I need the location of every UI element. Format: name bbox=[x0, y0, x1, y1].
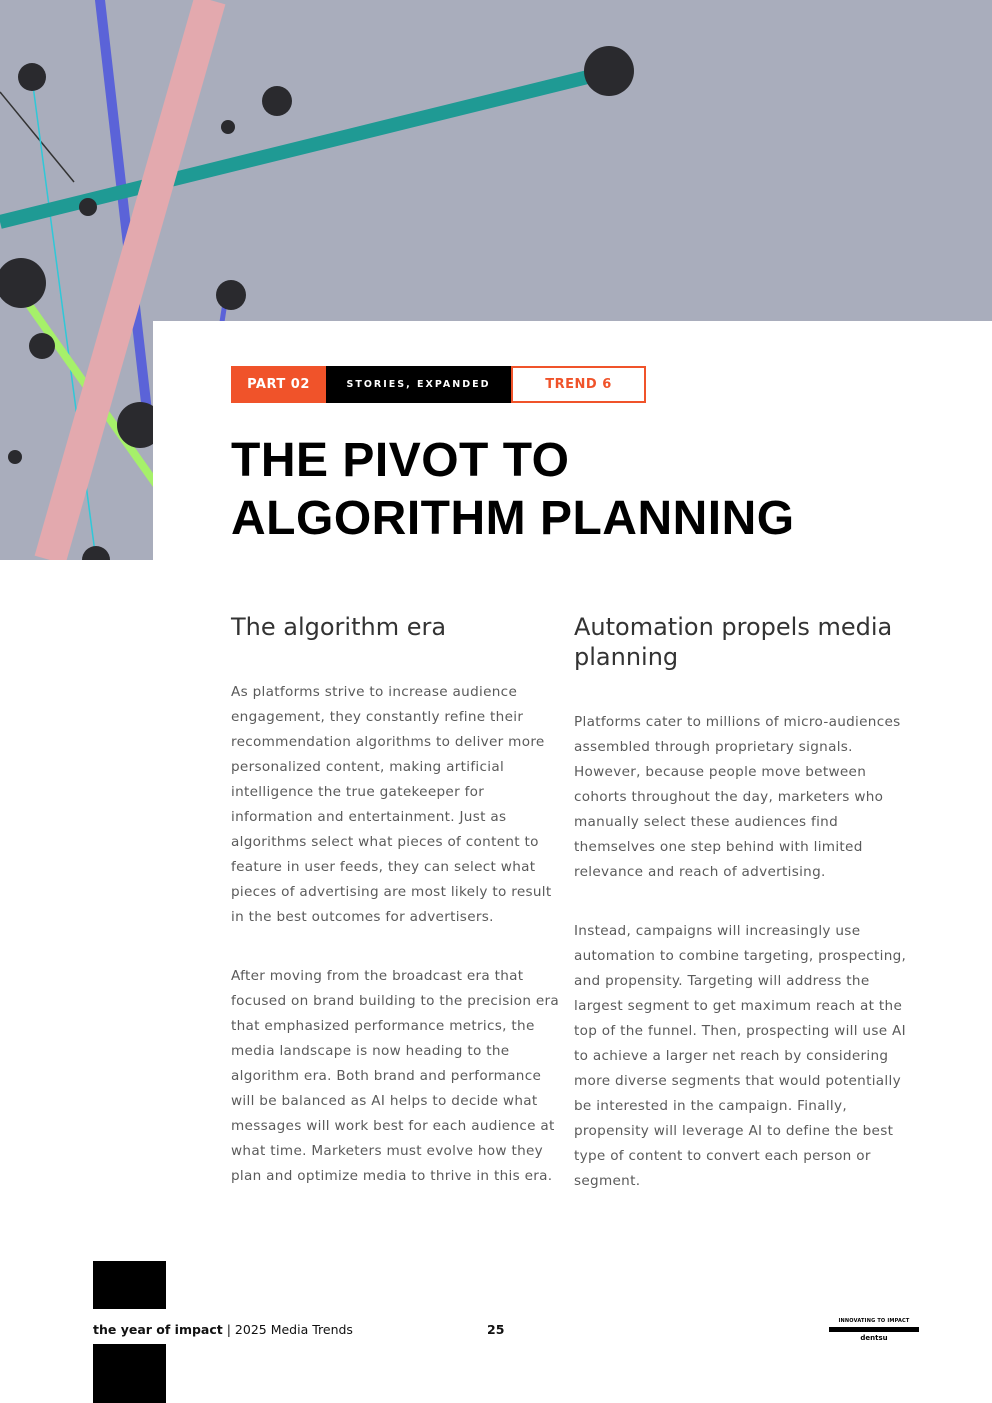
page-title-line-2: ALGORITHM PLANNING bbox=[231, 492, 795, 545]
brand-tagline: INNOVATING TO IMPACT bbox=[838, 1318, 910, 1324]
part-tag: PART 02 bbox=[231, 366, 326, 403]
brand-bar bbox=[829, 1327, 919, 1332]
publication-title-rest: | 2025 Media Trends bbox=[222, 1322, 353, 1337]
left-column-heading: The algorithm era bbox=[231, 613, 447, 641]
left-column bbox=[231, 612, 561, 1223]
page-title-line-1: THE PIVOT TO bbox=[231, 434, 570, 487]
section-tags bbox=[231, 366, 646, 403]
left-column-paragraph-2: After moving from the broadcast era that focused on brand building to the precision era that emphasized performance metrics, the media landscape is now heading to the algorithm era. Both brand and performance will be balanced as AI helps to decide what messages will work best for each audience at what time. Marketers must evolve how they plan and optimize media to thrive in this era. bbox=[231, 968, 560, 1184]
page-title bbox=[231, 432, 951, 548]
section-tag: STORIES, EXPANDED bbox=[326, 366, 511, 403]
right-column-paragraph-1: Platforms cater to millions of micro-audiences assembled through proprietary signals. However, because people move between cohorts throughout the day, marketers who manually select these audiences find themselves one step behind with limited relevance and reach of advertising. bbox=[574, 714, 901, 880]
publication-title bbox=[93, 1322, 353, 1337]
brand-logo bbox=[829, 1318, 919, 1343]
right-column bbox=[574, 612, 909, 1228]
page-number: 25 bbox=[487, 1322, 505, 1337]
publication-title-bold: the year of impact bbox=[93, 1322, 223, 1337]
right-column-paragraph-2: Instead, campaigns will increasingly use automation to combine targeting, prospecting, and propensity. Targeting will address the largest segment to get maximum reach at the top of the funnel. Then, prospecting will use AI to achieve a larger net reach by considering more diverse segments that would potentially be interested in the campaign. Finally, propensity will leverage AI to define the best type of content to convert each person or segment. bbox=[574, 923, 907, 1189]
left-column-paragraph-1: As platforms strive to increase audience engagement, they constantly refine their recommendation algorithms to deliver more personalized content, making artificial intelligence the true gatekeeper for information and entertainment. Just as algorithms select what pieces of content to feature in user feeds, they can select what pieces of advertising are most likely to result in the best outcomes for advertisers. bbox=[231, 684, 552, 925]
right-column-heading: Automation propels media planning bbox=[574, 613, 893, 671]
footer-block-top bbox=[93, 1261, 166, 1309]
brand-name: dentsu bbox=[860, 1334, 888, 1342]
footer-block-bottom bbox=[93, 1344, 166, 1403]
trend-tag: TREND 6 bbox=[511, 366, 646, 403]
